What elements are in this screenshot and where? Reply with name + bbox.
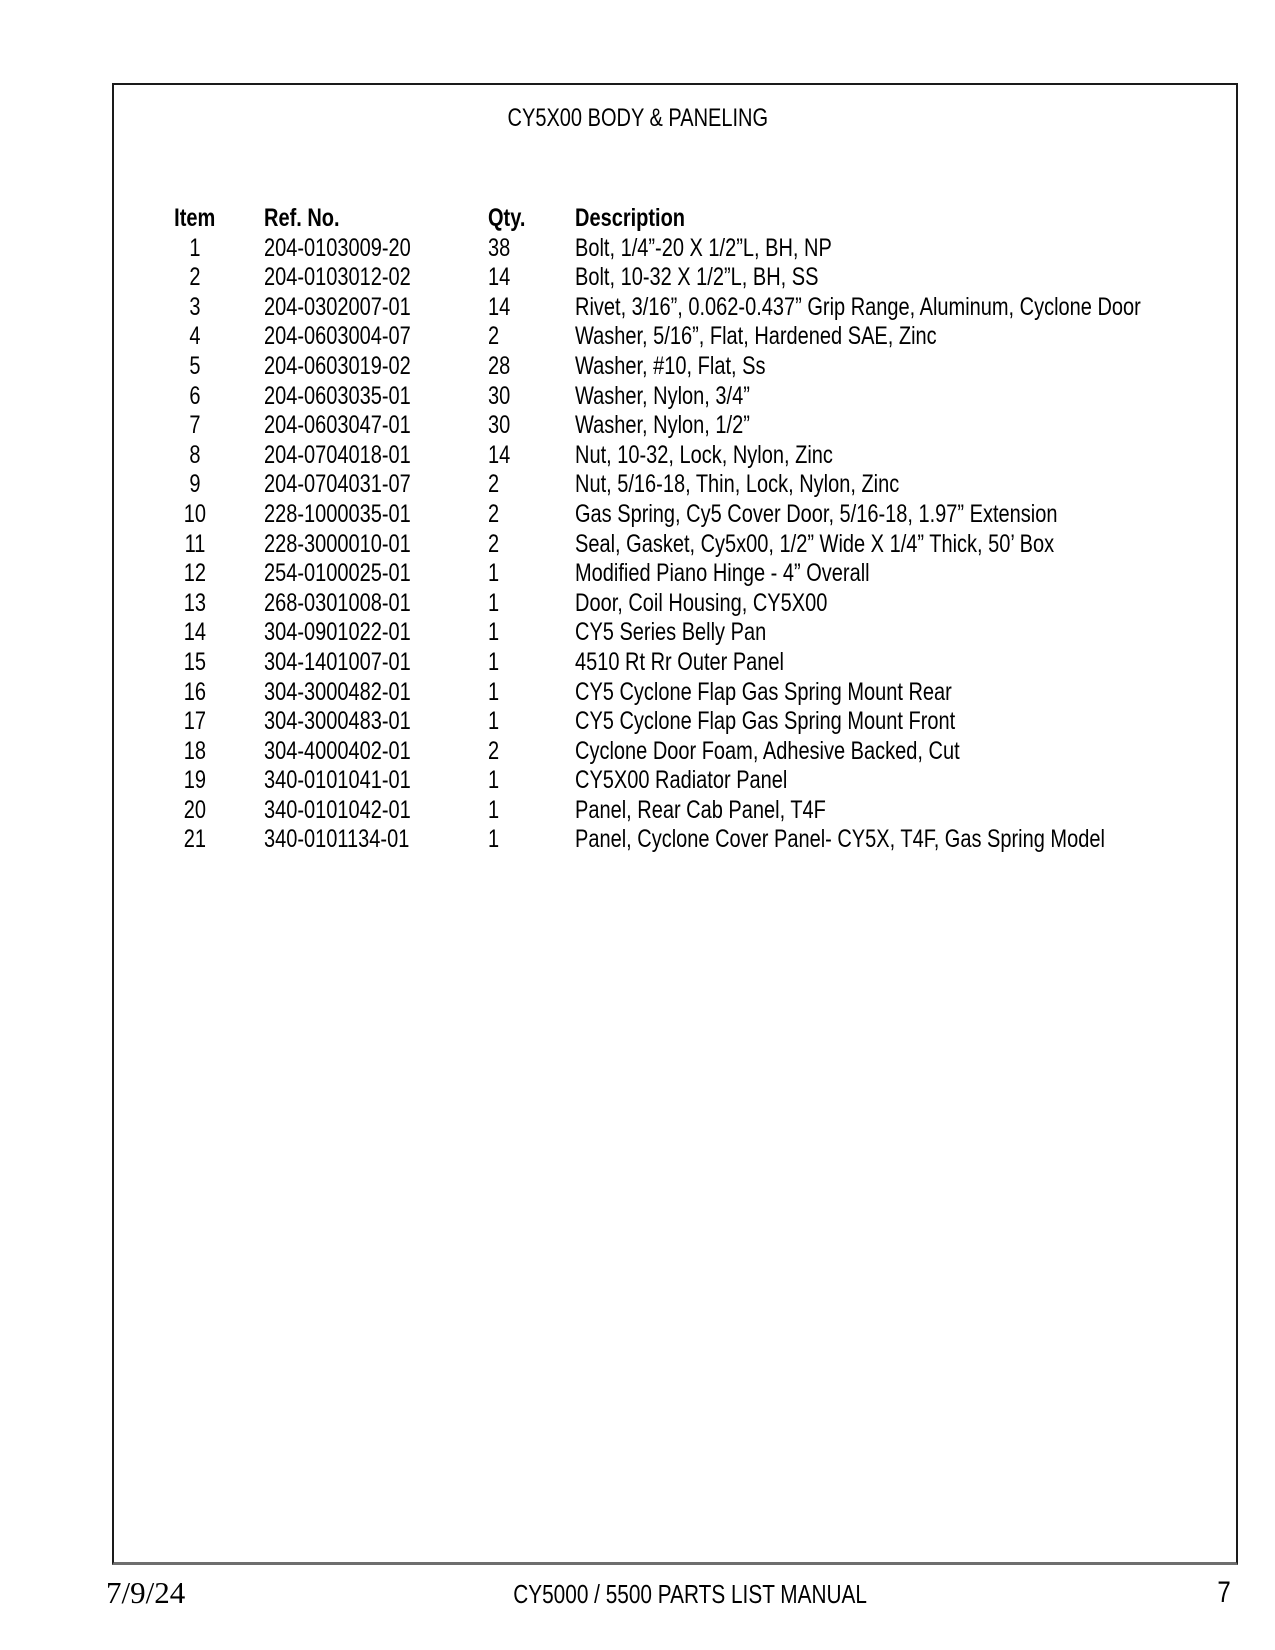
cell-desc (575, 322, 1255, 352)
cell-qty-text: 30 (488, 381, 511, 410)
cell-qty-text: 30 (488, 411, 511, 440)
cell-ref-text: 204-0603004-07 (264, 322, 411, 351)
cell-ref-text: 204-0302007-01 (264, 292, 411, 321)
cell-ref-text: 340-0101134-01 (264, 825, 410, 854)
cell-item-text: 21 (183, 825, 207, 854)
cell-desc-text: Bolt, 1/4”-20 X 1/2”L, BH, NP (575, 233, 832, 262)
cell-ref-text: 204-0103012-02 (264, 263, 411, 292)
cell-item-text: 11 (184, 529, 206, 558)
cell-ref (264, 500, 484, 530)
cell-desc-text: Cyclone Door Foam, Adhesive Backed, Cut (575, 736, 960, 765)
cell-ref (264, 441, 484, 471)
cell-qty-text: 2 (488, 322, 500, 351)
table-header-row (0, 204, 1275, 234)
table-row (0, 352, 1275, 382)
cell-qty-text: 2 (488, 529, 500, 558)
cell-ref-text: 204-0103009-20 (264, 233, 411, 262)
table-row (0, 293, 1275, 323)
cell-qty (488, 737, 568, 767)
cell-desc-text: Nut, 10-32, Lock, Nylon, Zinc (575, 440, 833, 469)
cell-desc (575, 441, 1255, 471)
cell-qty-text: 1 (488, 707, 500, 736)
cell-desc (575, 796, 1255, 826)
cell-item-text: 13 (183, 588, 207, 617)
cell-ref (264, 352, 484, 382)
footer-page-number-box (1214, 1577, 1231, 1609)
cell-desc (575, 234, 1255, 264)
cell-desc (575, 470, 1255, 500)
cell-ref (264, 382, 484, 412)
header-ref-no-label: Ref. No. (264, 204, 340, 232)
cell-ref (264, 559, 484, 589)
cell-qty-text: 14 (488, 440, 511, 469)
cell-qty (488, 796, 568, 826)
cell-ref (264, 589, 484, 619)
footer-date: 7/9/24 (106, 1575, 186, 1610)
cell-desc (575, 559, 1255, 589)
cell-qty (488, 411, 568, 441)
header-description-label: Description (575, 204, 686, 232)
cell-desc (575, 589, 1255, 619)
cell-qty (488, 618, 568, 648)
cell-desc (575, 766, 1255, 796)
table-row (0, 678, 1275, 708)
cell-qty-text: 1 (488, 677, 500, 706)
cell-desc (575, 618, 1255, 648)
cell-item (160, 825, 230, 855)
cell-qty (488, 648, 568, 678)
cell-item (160, 796, 230, 826)
cell-item (160, 322, 230, 352)
cell-item-text: 8 (189, 440, 201, 469)
cell-item-text: 3 (189, 292, 201, 321)
cell-qty-text: 1 (488, 647, 500, 676)
cell-desc (575, 293, 1255, 323)
cell-desc (575, 500, 1255, 530)
cell-desc (575, 707, 1255, 737)
cell-desc-text: Gas Spring, Cy5 Cover Door, 5/16-18, 1.97” Extension (575, 499, 1058, 528)
cell-desc-text: 4510 Rt Rr Outer Panel (575, 647, 784, 676)
cell-item-text: 5 (189, 351, 201, 380)
cell-item (160, 500, 230, 530)
cell-qty (488, 766, 568, 796)
cell-desc (575, 411, 1255, 441)
cell-item-text: 17 (183, 707, 207, 736)
cell-item-text: 12 (183, 559, 207, 588)
cell-ref (264, 234, 484, 264)
cell-item (160, 382, 230, 412)
cell-qty (488, 707, 568, 737)
cell-ref (264, 648, 484, 678)
table-row (0, 500, 1275, 530)
cell-ref-text: 304-4000402-01 (264, 736, 411, 765)
table-row (0, 470, 1275, 500)
table-body (0, 234, 1275, 855)
cell-qty-text: 2 (488, 736, 500, 765)
cell-qty-text: 38 (488, 233, 511, 262)
cell-qty (488, 322, 568, 352)
cell-desc-text: Washer, Nylon, 1/2” (575, 411, 750, 440)
cell-ref (264, 707, 484, 737)
cell-qty-text: 1 (488, 618, 500, 647)
cell-qty (488, 530, 568, 560)
cell-desc (575, 263, 1255, 293)
cell-desc-text: Nut, 5/16-18, Thin, Lock, Nylon, Zinc (575, 470, 900, 499)
cell-desc (575, 352, 1255, 382)
cell-qty-text: 14 (488, 292, 511, 321)
footer-manual-title: CY5000 / 5500 PARTS LIST MANUAL (513, 1579, 867, 1609)
table-row (0, 766, 1275, 796)
cell-item-text: 14 (183, 618, 207, 647)
cell-item (160, 352, 230, 382)
cell-desc-text: Washer, #10, Flat, Ss (575, 351, 766, 380)
cell-qty (488, 441, 568, 471)
cell-ref (264, 796, 484, 826)
cell-qty (488, 559, 568, 589)
cell-desc-text: Door, Coil Housing, CY5X00 (575, 588, 828, 617)
table-row (0, 737, 1275, 767)
cell-ref (264, 530, 484, 560)
cell-item-text: 20 (183, 795, 207, 824)
cell-item (160, 678, 230, 708)
cell-qty (488, 589, 568, 619)
cell-qty (488, 263, 568, 293)
cell-ref (264, 322, 484, 352)
cell-qty (488, 293, 568, 323)
cell-ref-text: 304-0901022-01 (264, 618, 411, 647)
cell-qty-text: 2 (488, 499, 500, 528)
cell-ref-text: 304-3000483-01 (264, 707, 411, 736)
cell-item (160, 707, 230, 737)
table-row (0, 618, 1275, 648)
cell-desc-text: CY5 Cyclone Flap Gas Spring Mount Rear (575, 677, 952, 706)
cell-desc-text: CY5 Cyclone Flap Gas Spring Mount Front (575, 707, 956, 736)
cell-desc (575, 737, 1255, 767)
cell-ref-text: 228-3000010-01 (264, 529, 411, 558)
cell-item (160, 263, 230, 293)
cell-item-text: 10 (183, 499, 207, 528)
header-qty-label: Qty. (488, 204, 526, 232)
cell-ref (264, 263, 484, 293)
header-qty (488, 204, 568, 234)
cell-item-text: 19 (183, 766, 207, 795)
cell-qty-text: 1 (488, 588, 500, 617)
cell-ref (264, 825, 484, 855)
cell-ref (264, 737, 484, 767)
cell-ref-text: 304-1401007-01 (264, 647, 411, 676)
cell-item (160, 530, 230, 560)
cell-item-text: 7 (189, 411, 201, 440)
cell-qty-text: 1 (488, 825, 500, 854)
cell-item (160, 618, 230, 648)
cell-item-text: 18 (183, 736, 207, 765)
table-row (0, 263, 1275, 293)
cell-qty-text: 1 (488, 795, 500, 824)
cell-ref-text: 268-0301008-01 (264, 588, 411, 617)
cell-ref (264, 618, 484, 648)
table-row (0, 530, 1275, 560)
cell-item-text: 15 (183, 647, 207, 676)
cell-ref-text: 204-0704031-07 (264, 470, 411, 499)
parts-table (0, 204, 1275, 855)
header-item-label: Item (174, 204, 216, 232)
cell-desc-text: Modified Piano Hinge - 4” Overall (575, 559, 870, 588)
table-row (0, 234, 1275, 264)
cell-item-text: 16 (183, 677, 207, 706)
cell-qty (488, 382, 568, 412)
cell-qty-text: 2 (488, 470, 500, 499)
cell-ref-text: 340-0101042-01 (264, 795, 411, 824)
cell-qty (488, 352, 568, 382)
table-row (0, 322, 1275, 352)
cell-item (160, 559, 230, 589)
cell-item (160, 589, 230, 619)
cell-qty (488, 470, 568, 500)
table-row (0, 648, 1275, 678)
cell-desc-text: Washer, Nylon, 3/4” (575, 381, 750, 410)
cell-item (160, 293, 230, 323)
cell-item-text: 6 (189, 381, 201, 410)
cell-ref-text: 204-0603035-01 (264, 381, 411, 410)
cell-desc (575, 648, 1255, 678)
table-row (0, 441, 1275, 471)
cell-ref-text: 204-0603019-02 (264, 351, 411, 380)
cell-ref-text: 340-0101041-01 (264, 766, 411, 795)
cell-item (160, 648, 230, 678)
table-row (0, 825, 1275, 855)
table-row (0, 796, 1275, 826)
cell-qty-text: 1 (488, 766, 500, 795)
header-item (160, 204, 230, 234)
cell-ref-text: 204-0603047-01 (264, 411, 411, 440)
cell-desc-text: Bolt, 10-32 X 1/2”L, BH, SS (575, 263, 819, 292)
cell-desc-text: Rivet, 3/16”, 0.062-0.437” Grip Range, Aluminum, Cyclone Door (575, 292, 1141, 321)
cell-ref (264, 766, 484, 796)
cell-desc-text: Seal, Gasket, Cy5x00, 1/2” Wide X 1/4” Thick, 50’ Box (575, 529, 1055, 558)
cell-qty (488, 678, 568, 708)
cell-desc-text: Panel, Rear Cab Panel, T4F (575, 795, 826, 824)
cell-ref (264, 411, 484, 441)
cell-ref-text: 254-0100025-01 (264, 559, 411, 588)
cell-desc (575, 530, 1255, 560)
cell-qty-text: 1 (488, 559, 500, 588)
header-ref-no (264, 204, 484, 234)
table-row (0, 559, 1275, 589)
cell-ref (264, 293, 484, 323)
cell-qty (488, 825, 568, 855)
cell-desc-text: CY5 Series Belly Pan (575, 618, 767, 647)
table-row (0, 382, 1275, 412)
cell-qty (488, 234, 568, 264)
cell-item-text: 2 (189, 263, 201, 292)
cell-ref-text: 304-3000482-01 (264, 677, 411, 706)
page-title: CY5X00 BODY & PANELING (507, 104, 768, 132)
cell-desc (575, 825, 1255, 855)
table-row (0, 589, 1275, 619)
header-description (575, 204, 1255, 234)
cell-item (160, 766, 230, 796)
cell-ref (264, 678, 484, 708)
footer-manual-title-row (0, 1576, 1275, 1609)
cell-qty-text: 28 (488, 351, 511, 380)
cell-ref-text: 228-1000035-01 (264, 499, 411, 528)
cell-item-text: 1 (189, 233, 201, 262)
cell-item (160, 441, 230, 471)
cell-desc-text: CY5X00 Radiator Panel (575, 766, 788, 795)
cell-item (160, 411, 230, 441)
table-row (0, 411, 1275, 441)
table-row (0, 707, 1275, 737)
cell-desc-text: Panel, Cyclone Cover Panel- CY5X, T4F, Gas Spring Model (575, 825, 1105, 854)
cell-desc (575, 382, 1255, 412)
cell-ref (264, 470, 484, 500)
cell-qty-text: 14 (488, 263, 511, 292)
page-title-row (0, 102, 1275, 134)
cell-item (160, 737, 230, 767)
cell-qty (488, 500, 568, 530)
cell-desc (575, 678, 1255, 708)
cell-item (160, 470, 230, 500)
cell-ref-text: 204-0704018-01 (264, 440, 411, 469)
cell-desc-text: Washer, 5/16”, Flat, Hardened SAE, Zinc (575, 322, 937, 351)
cell-item-text: 9 (189, 470, 201, 499)
footer-page-number: 7 (1217, 1576, 1231, 1609)
cell-item-text: 4 (189, 322, 201, 351)
cell-item (160, 234, 230, 264)
